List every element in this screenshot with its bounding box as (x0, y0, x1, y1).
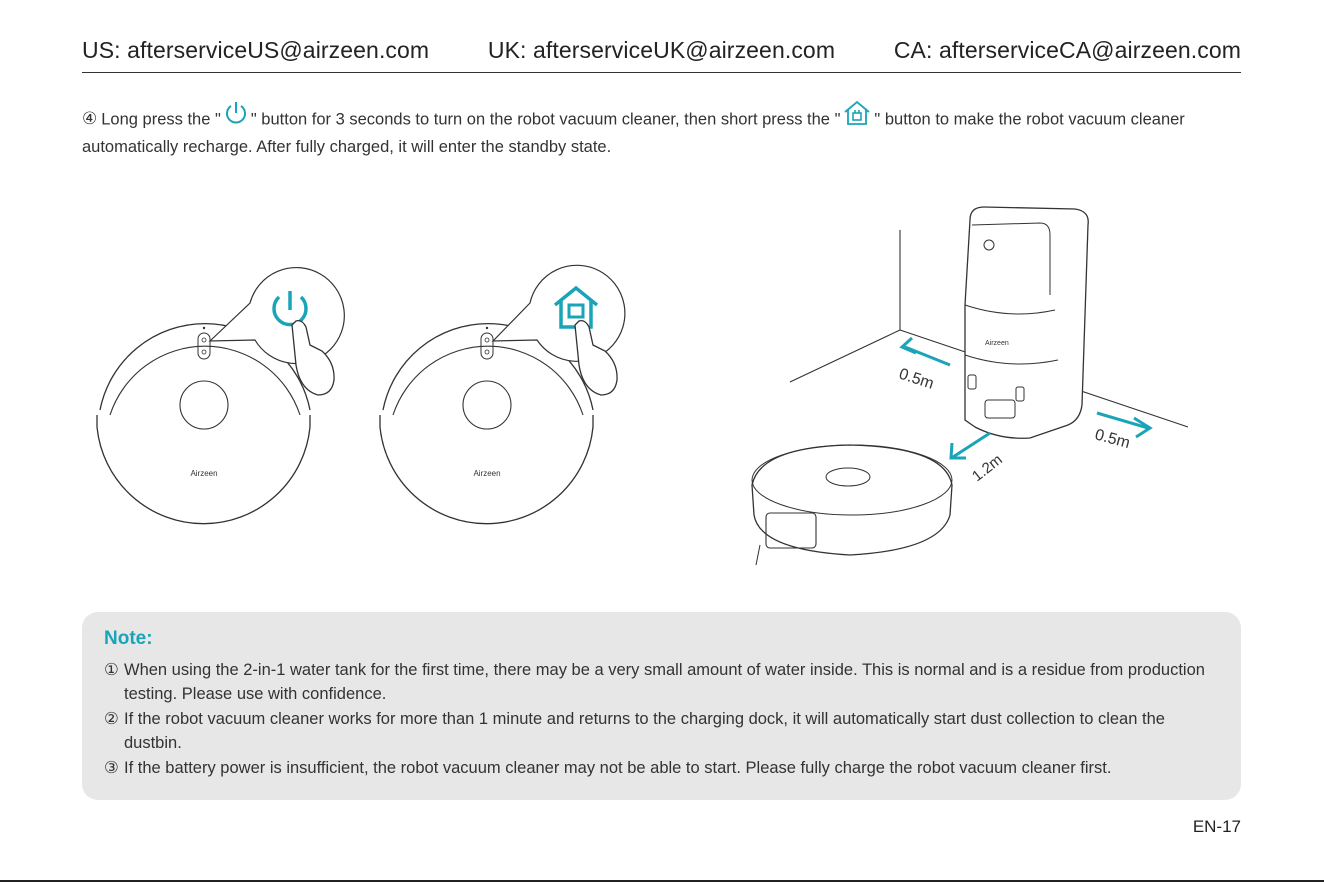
note-text: When using the 2-in-1 water tank for the first time, there may be a very small amount of water inside. This is normal and is a residue from production testing. Please use with confidence. (124, 661, 1205, 703)
note-mark: ② (104, 710, 119, 728)
clearance-right-label: 0.5m (1092, 426, 1132, 453)
home-icon (842, 100, 872, 134)
dock-brand: Airzeen (985, 340, 1009, 347)
page-number: EN-17 (1192, 817, 1241, 836)
note-mark: ① (104, 661, 119, 679)
bottom-rule (0, 880, 1324, 882)
step-number: ④ (82, 109, 98, 129)
note-text: If the robot vacuum cleaner works for more than 1 minute and returns to the charging dock, it will automatically start dust collection to clean the dustbin. (124, 710, 1165, 752)
step-text-1: Long press the " (101, 110, 221, 129)
note-mark: ③ (104, 759, 119, 777)
note-box (82, 612, 1241, 800)
contact-header (82, 34, 1241, 73)
contact-ca: CA: afterserviceCA@airzeen.com (893, 36, 1241, 63)
note-text: If the battery power is insufficient, the robot vacuum cleaner may not be able to start. Please fully charge the robot vacuum cleaner first. (124, 759, 1112, 777)
note-item (104, 707, 1224, 755)
robot-brand-2: Airzeen (473, 469, 501, 478)
charging-dock (965, 207, 1088, 438)
contact-uk: UK: afterserviceUK@airzeen.com (487, 36, 836, 63)
note-item (104, 756, 1224, 780)
clearance-left-label: 0.5m (896, 365, 936, 393)
robot-vacuum-floor (752, 445, 952, 565)
step-text-2: " button for 3 seconds to turn on the robot vacuum cleaner, then short press the " (250, 110, 841, 129)
step-instruction (82, 106, 1232, 160)
robot-vacuum-power (97, 268, 344, 524)
illustration (0, 195, 1324, 575)
note-title: Note: (104, 628, 153, 649)
note-list (104, 658, 1224, 781)
contact-us: US: afterserviceUS@airzeen.com (82, 36, 430, 63)
robot-vacuum-home (380, 265, 625, 523)
clearance-front-label: 1.2m (968, 451, 1006, 486)
note-item (104, 658, 1224, 706)
robot-brand-1: Airzeen (190, 469, 218, 478)
power-icon (223, 100, 249, 134)
step-text-3: " button to make the robot vacuum cleaner automatically recharge. After fully charged, it will enter the standby state. (82, 110, 1185, 156)
dock-placement-diagram (752, 207, 1188, 565)
